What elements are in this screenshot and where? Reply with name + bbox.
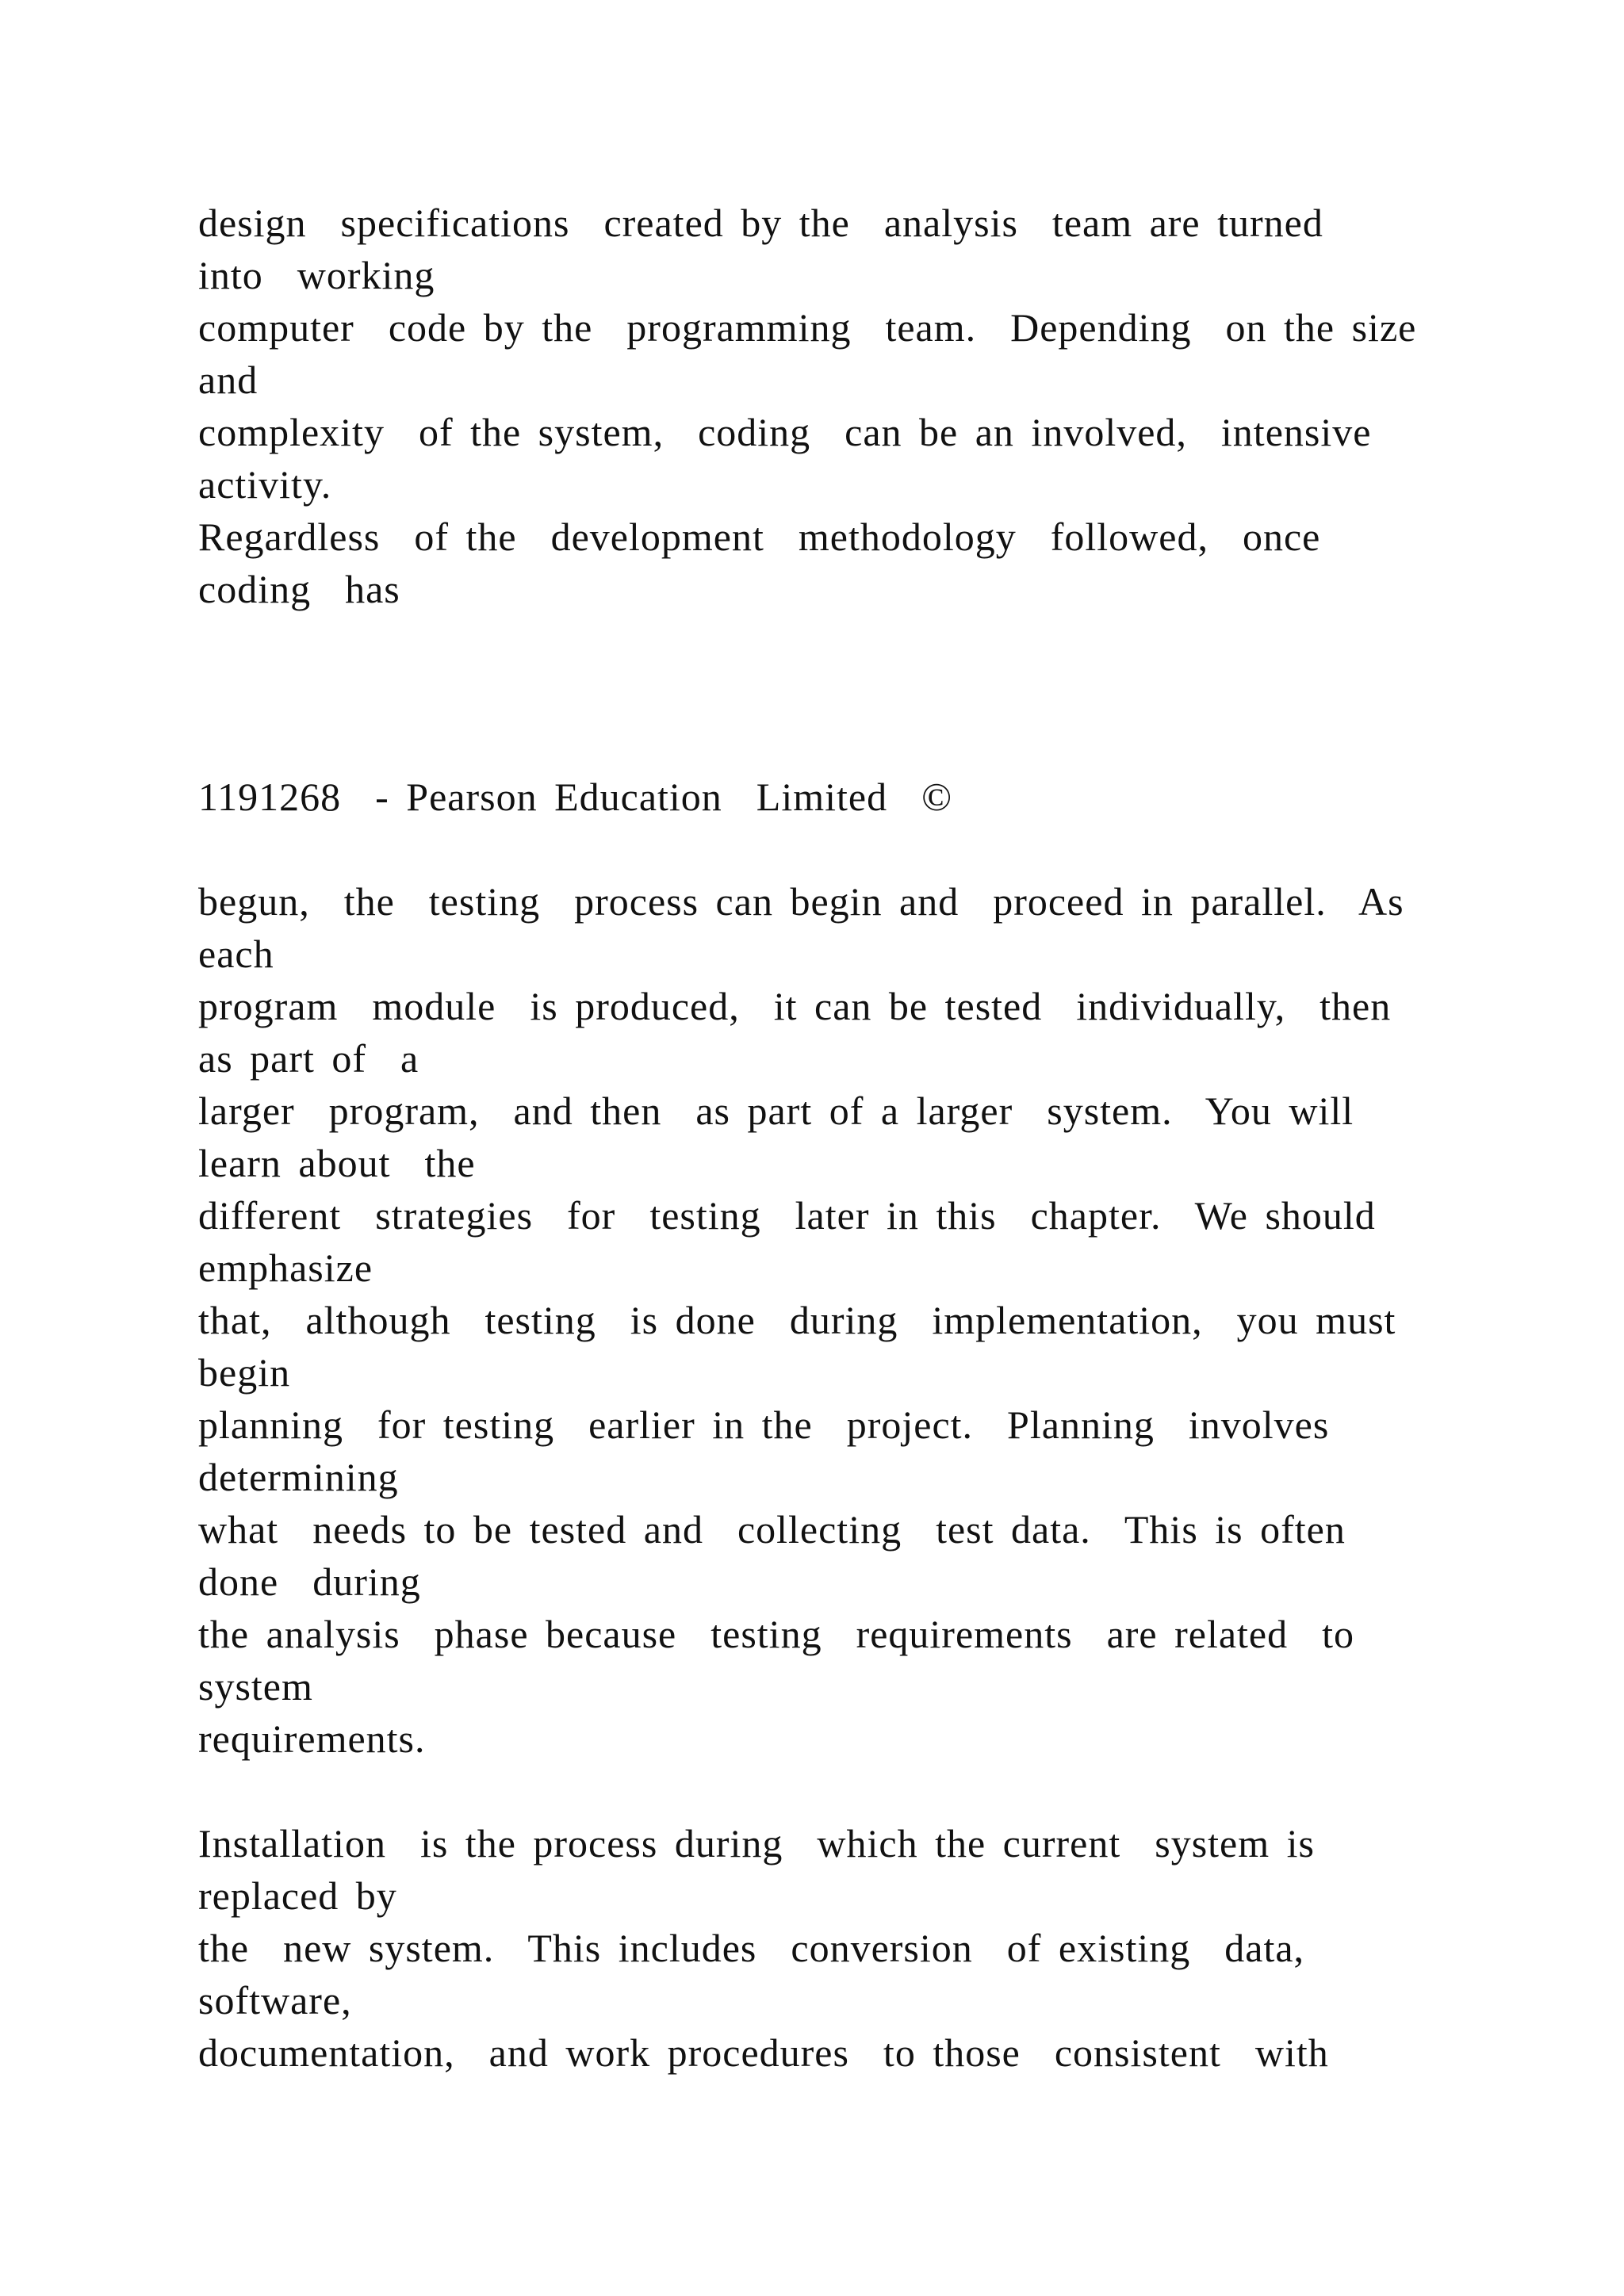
text-line: begun, the testing process can begin and proceed in parallel. As xyxy=(198,879,1404,924)
text-line: done during xyxy=(198,1559,421,1604)
text-line: that, although testing is done during implementation, you must xyxy=(198,1298,1396,1342)
text-line: begin xyxy=(198,1350,291,1395)
text-line: Installation is the process during which the current system is xyxy=(198,1821,1315,1866)
text-line: complexity of the system, coding can be an involved, intensive xyxy=(198,410,1372,454)
text-line: learn about the xyxy=(198,1141,476,1185)
text-line: each xyxy=(198,932,274,976)
text-line: computer code by the programming team. Depending on the size xyxy=(198,305,1417,350)
text-line: as part of a xyxy=(198,1036,419,1081)
text-line: requirements. xyxy=(198,1716,426,1761)
text-line: planning for testing earlier in the project. Planning involves xyxy=(198,1402,1330,1447)
text-line: determining xyxy=(198,1455,399,1499)
text-line: emphasize xyxy=(198,1246,373,1290)
text-line: the analysis phase because testing requirements are related to xyxy=(198,1612,1355,1656)
text-line: program module is produced, it can be tested individually, then xyxy=(198,984,1392,1028)
text-line: Regardless of the development methodology followed, once xyxy=(198,515,1321,559)
text-line: design specifications created by the analysis team are turned xyxy=(198,201,1323,245)
text-line: different strategies for testing later in this chapter. We should xyxy=(198,1193,1376,1238)
text-line: larger program, and then as part of a larger system. You will xyxy=(198,1089,1354,1133)
text-line: what needs to be tested and collecting test data. This is often xyxy=(198,1507,1346,1552)
text-line: the new system. This includes conversion of existing data, xyxy=(198,1926,1305,1970)
source-footer: 1191268 - Pearson Education Limited © xyxy=(198,775,953,819)
text-line: software, xyxy=(198,1978,352,2022)
text-line: activity. xyxy=(198,462,332,507)
text-line: system xyxy=(198,1664,313,1709)
text-line: documentation, and work procedures to those consistent with xyxy=(198,2030,1329,2075)
text-line: and xyxy=(198,358,259,402)
text-line: replaced by xyxy=(198,1873,397,1918)
text-line: into working xyxy=(198,253,435,297)
text-line: coding has xyxy=(198,567,400,611)
